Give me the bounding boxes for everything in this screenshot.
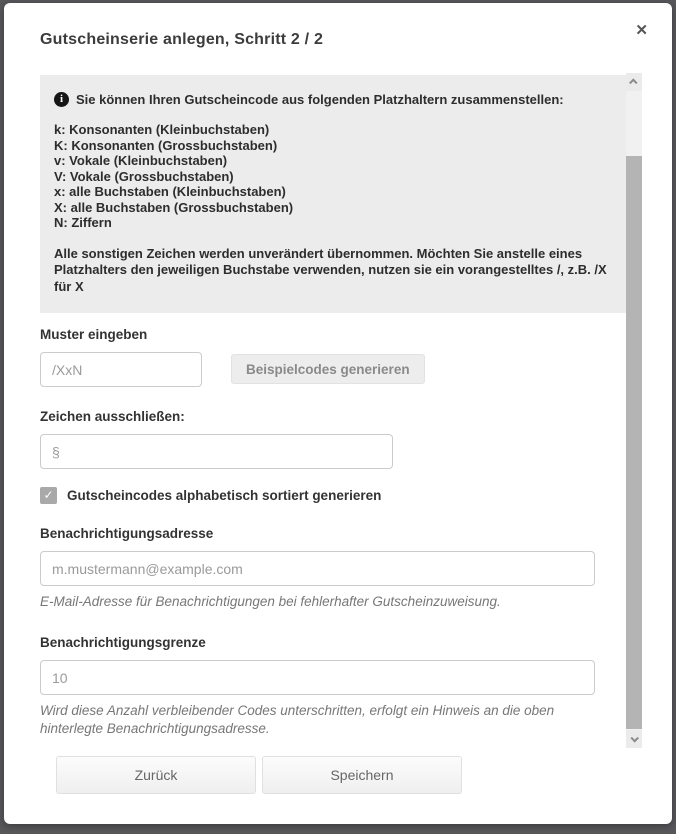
vertical-scrollbar[interactable]: [626, 73, 642, 748]
sort-checkbox-label: Gutscheincodes alphabetisch sortiert generieren: [67, 488, 382, 503]
placeholder-item: V: Vokale (Grossbuchstaben): [54, 168, 234, 184]
scroll-down-button[interactable]: [626, 730, 642, 748]
placeholder-info-box: [40, 75, 626, 313]
notify-limit-help: Wird diese Anzahl verbleibender Codes unterschritten, erfolgt ein Hinweis an die oben hinterlegte Benachrichtigungsadresse.: [40, 703, 555, 736]
pattern-row: [40, 352, 626, 387]
notify-address-label: Benachrichtigungsadresse: [40, 526, 214, 541]
form-content: [40, 73, 626, 748]
save-button[interactable]: Speichern: [262, 756, 462, 794]
info-intro-row: [54, 92, 610, 107]
dialog-title: Gutscheinserie anlegen, Schritt 2 / 2: [40, 31, 324, 48]
sort-checkbox-row[interactable]: [40, 487, 626, 504]
notify-address-input[interactable]: [40, 551, 595, 586]
exclude-label: Zeichen ausschließen:: [40, 409, 185, 424]
pattern-input[interactable]: [40, 352, 202, 387]
placeholder-item: K: Konsonanten (Grossbuchstaben): [54, 137, 278, 153]
info-note-text: Alle sonstigen Zeichen werden unverändert übernommen. Möchten Sie anstelle eines Platzhalters den jeweiligen Buchstabe verwenden, nutzen sie ein vorangestelltes /, z.B. /X für X: [54, 245, 607, 294]
pattern-label: Muster eingeben: [40, 327, 148, 342]
placeholder-item: N: Ziffern: [54, 215, 112, 230]
placeholder-item: v: Vokale (Kleinbuchstaben): [54, 153, 228, 168]
notify-limit-label: Benachrichtigungsgrenze: [40, 635, 206, 650]
info-icon: i: [54, 92, 69, 107]
chevron-down-icon: [630, 734, 638, 742]
dialog-header: [4, 3, 672, 73]
scroll-up-button[interactable]: [626, 73, 642, 91]
sort-checkbox[interactable]: ✓: [40, 487, 57, 504]
dialog-body: [40, 73, 642, 748]
back-button[interactable]: Zurück: [56, 756, 256, 794]
placeholder-item: X: alle Buchstaben (Grossbuchstaben): [54, 199, 294, 215]
info-intro-text: Sie können Ihren Gutscheincode aus folgenden Platzhaltern zusammenstellen:: [76, 92, 564, 107]
scrollbar-thumb[interactable]: [626, 156, 642, 729]
chevron-up-icon: [629, 78, 637, 86]
placeholder-item: x: alle Buchstaben (Kleinbuchstaben): [54, 184, 286, 199]
dialog-footer: [40, 756, 672, 794]
generate-sample-codes-button[interactable]: Beispielcodes generieren: [231, 354, 425, 384]
exclude-characters-input[interactable]: [40, 434, 393, 469]
placeholder-item: k: Konsonanten (Kleinbuchstaben): [54, 122, 270, 137]
close-icon[interactable]: ✕: [635, 22, 648, 39]
notify-address-help: E-Mail-Adresse für Benachrichtigungen bei fehlerhafter Gutscheinzuweisung.: [40, 594, 501, 609]
notify-limit-input[interactable]: [40, 660, 595, 695]
placeholder-list: [54, 122, 610, 231]
create-voucher-series-dialog: [4, 3, 672, 824]
